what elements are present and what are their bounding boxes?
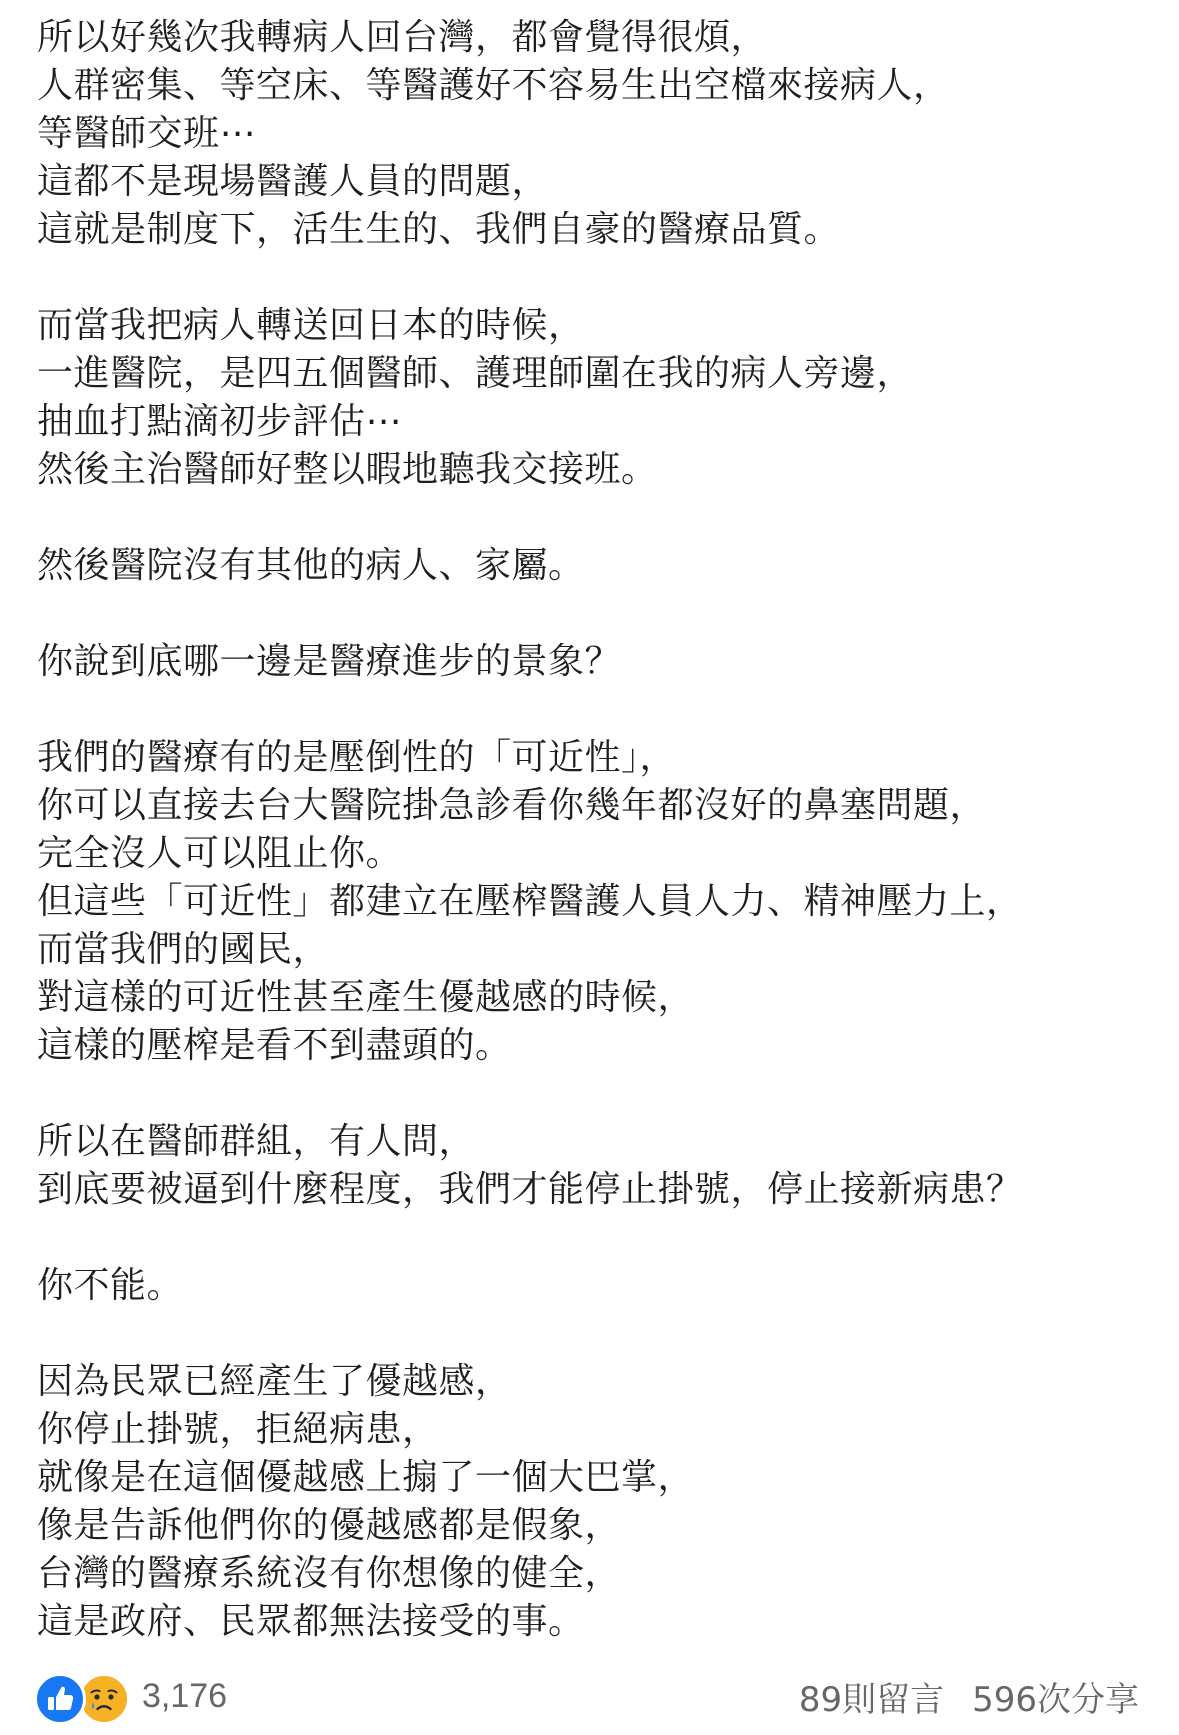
post-text-line: 你不能。	[37, 1265, 184, 1306]
thumbs-up-glyph	[37, 1676, 83, 1722]
post-text-line: 你說到底哪一邊是醫療進步的景象？	[37, 641, 622, 682]
post-text-line: 對這樣的可近性甚至產生優越感的時候，	[37, 977, 695, 1018]
post-text-line: 然後主治醫師好整以暇地聽我交接班。	[37, 449, 658, 490]
post-text-line: 這樣的壓榨是看不到盡頭的。	[37, 1025, 512, 1066]
post-text-line: 完全沒人可以阻止你。	[37, 833, 403, 874]
post-text-line: 所以在醫師群組，有人問，	[37, 1121, 476, 1162]
post-paragraph	[37, 302, 1147, 494]
post-text-line: 而當我把病人轉送回日本的時候，	[37, 305, 585, 346]
post-text-line: 所以好幾次我轉病人回台灣，都會覺得很煩，	[37, 17, 768, 58]
post-footer	[34, 1668, 1139, 1724]
post-text-line: 就像是在這個優越感上搧了一個大巴掌，	[37, 1457, 695, 1498]
post-text-line: 但這些「可近性」都建立在壓榨醫護人員人力、精神壓力上，	[37, 881, 1023, 922]
post-text-line: 你停止掛號，拒絕病患，	[37, 1409, 439, 1450]
comments-count-link[interactable]: 89則留言	[798, 1679, 945, 1720]
post-text-line: 因為民眾已經產生了優越感，	[37, 1361, 512, 1402]
like-icon	[34, 1673, 86, 1725]
post-text-line: 像是告訴他們你的優越感都是假象，	[37, 1505, 622, 1546]
post-text-line: 等醫師交班⋯	[37, 113, 257, 154]
post-text-line: 你可以直接去台大醫院掛急診看你幾年都沒好的鼻塞問題，	[37, 785, 987, 826]
post-text-line: 抽血打點滴初步評估⋯	[37, 401, 403, 442]
reaction-icons[interactable]	[34, 1669, 132, 1723]
post-paragraph	[37, 1358, 1147, 1646]
post-text-line: 到底要被逼到什麼程度，我們才能停止掛號，停止接新病患？	[37, 1169, 1023, 1210]
post-paragraph	[37, 542, 1147, 590]
post-stats	[799, 1672, 1139, 1721]
post-paragraph	[37, 734, 1147, 1070]
reactions-summary[interactable]	[34, 1669, 227, 1723]
post-text-line: 人群密集、等空床、等醫護好不容易生出空檔來接病人，	[37, 65, 950, 106]
post-paragraph	[37, 1118, 1147, 1214]
post-text-line: 這都不是現場醫護人員的問題，	[37, 161, 549, 202]
post-text-line: 一進醫院，是四五個醫師、護理師圍在我的病人旁邊，	[37, 353, 914, 394]
post-paragraph	[37, 14, 1147, 254]
post-text-line: 我們的醫療有的是壓倒性的「可近性」，	[37, 737, 677, 778]
post-paragraph	[37, 638, 1147, 686]
post-body	[37, 14, 1147, 1694]
sad-face-glyph	[81, 1676, 127, 1722]
post-text-line: 台灣的醫療系統沒有你想像的健全，	[37, 1553, 622, 1594]
post-paragraph	[37, 1262, 1147, 1310]
post-text-line: 然後醫院沒有其他的病人、家屬。	[37, 545, 585, 586]
shares-count-link[interactable]: 596次分享	[972, 1679, 1139, 1720]
reaction-count[interactable]: 3,176	[142, 1676, 228, 1715]
post-text-line: 而當我們的國民，	[37, 929, 330, 970]
post-text-line: 這就是制度下，活生生的、我們自豪的醫療品質。	[37, 209, 841, 250]
post-text-line: 這是政府、民眾都無法接受的事。	[37, 1601, 585, 1642]
